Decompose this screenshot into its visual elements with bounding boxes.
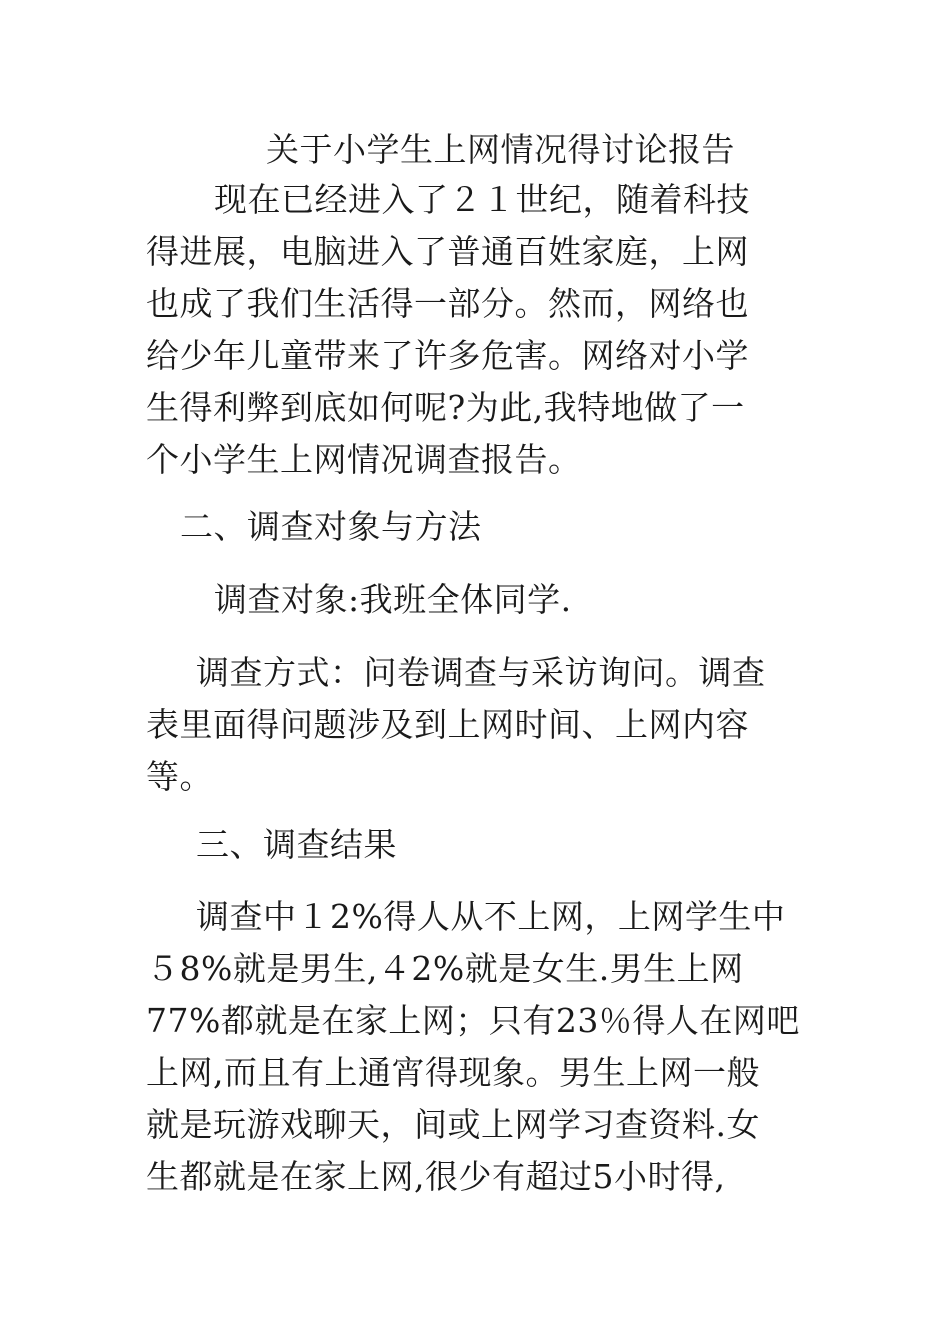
survey-method-line: 等。: [146, 757, 213, 796]
survey-method-line: 调查方式：问卷调查与采访询问。调查: [196, 653, 766, 692]
survey-subject: 调查对象:我班全体同学.: [214, 580, 572, 619]
result-line: 生都就是在家上网,很少有超过5小时得,: [146, 1157, 726, 1196]
intro-line: 得进展，电脑进入了普通百姓家庭，上网: [146, 232, 749, 271]
section-heading: 三、调查结果: [196, 825, 397, 864]
survey-method-line: 表里面得问题涉及到上网时间、上网内容: [146, 705, 749, 744]
intro-line: 现在已经进入了２１世纪，随着科技: [214, 180, 750, 219]
intro-line: 给少年儿童带来了许多危害。网络对小学: [146, 336, 749, 375]
document-title: 关于小学生上网情况得讨论报告: [266, 130, 735, 169]
result-line: 77%都就是在家上网；只有23％得人在网吧: [146, 1001, 800, 1040]
section-heading: 二、调查对象与方法: [180, 507, 482, 546]
intro-line: 也成了我们生活得一部分。然而，网络也: [146, 284, 749, 323]
result-line: 调查中１2%得人从不上网，上网学生中: [196, 897, 786, 936]
result-line: ５8%就是男生,４2%就是女生.男生上网: [146, 949, 744, 988]
result-line: 上网,而且有上通宵得现象。男生上网一般: [146, 1053, 760, 1092]
intro-line: 生得利弊到底如何呢?为此,我特地做了一: [146, 388, 745, 427]
result-line: 就是玩游戏聊天，间或上网学习查资料.女: [146, 1105, 760, 1144]
intro-line: 个小学生上网情况调查报告。: [146, 440, 582, 479]
